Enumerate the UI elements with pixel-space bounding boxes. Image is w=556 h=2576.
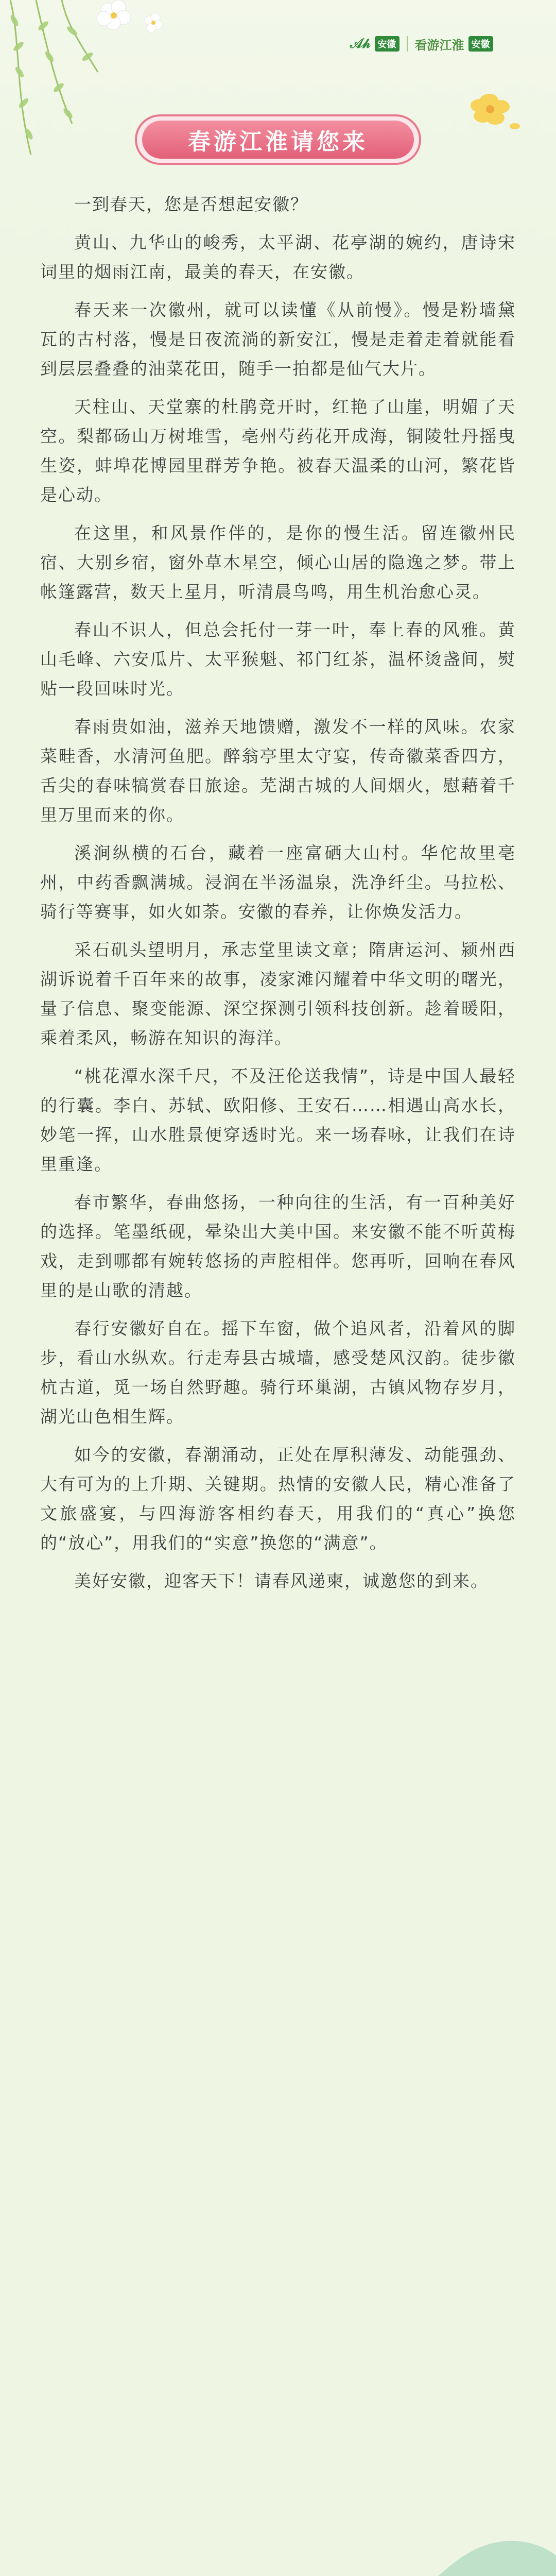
- logo-divider: [407, 36, 408, 52]
- mountain-scene-icon: [0, 2541, 556, 2576]
- brand-logo-tag: 安徽: [375, 36, 399, 52]
- paragraph: 春天来一次徽州，就可以读懂《从前慢》。慢是粉墙黛瓦的古村落，慢是日夜流淌的新安江，慢是走着走着就能看到层层叠叠的油菜花田，随手一拍都是仙气大片。: [40, 300, 516, 379]
- logo-group: [350, 31, 520, 57]
- paragraph: 春行安徽好自在。摇下车窗，做个追风者，沿着风的脚步，看山水纵欢。行走寿县古城墙，感受楚风汉韵。徒步徽杭古道，觅一场自然野趣。骑行环巢湖，古镇风物存岁月，湖光山色相生辉。: [40, 1318, 516, 1427]
- paragraph: 溪涧纵横的石台，藏着一座富硒大山村。华佗故里亳州，中药香飘满城。浸润在半汤温泉，洗净纤尘。马拉松、骑行等赛事，如火如荼。安徽的春养，让你焕发活力。: [40, 843, 516, 922]
- brand-logo: [350, 36, 399, 52]
- paragraph: 采石矶头望明月，承志堂里读文章；隋唐运河、颍州西湖诉说着千百年来的故事，凌家滩闪耀着中华文明的曙光，量子信息、聚变能源、深空探测引领科技创新。趁着暖阳，乘着柔风，畅游在知识的海洋。: [40, 940, 516, 1048]
- paragraph: 在这里，和风景作伴的，是你的慢生活。留连徽州民宿、大别乡宿，窗外草木星空，倾心山居的隐逸之梦。带上帐篷露营，数天上星月，听清晨鸟鸣，用生机治愈心灵。: [40, 523, 516, 602]
- partner-logo: [415, 35, 493, 53]
- paragraph: 黄山、九华山的峻秀，太平湖、花亭湖的婉约，唐诗宋词里的烟雨江南，最美的春天，在安徽。: [40, 232, 516, 282]
- paragraph: 春市繁华，春曲悠扬，一种向往的生活，有一百种美好的选择。笔墨纸砚，晕染出大美中国。来安徽不能不听黄梅戏，走到哪都有婉转悠扬的声腔相伴。您再听，回响在春风里的是山歌的清越。: [40, 1192, 516, 1300]
- title-banner: [135, 114, 421, 165]
- paragraph: 春雨贵如油，滋养天地馈赠，激发不一样的风味。农家菜畦香，水清河鱼肥。醉翁亭里太守宴，传奇徽菜香四方，舌尖的春味犒赏春日旅途。芜湖古城的人间烟火，慰藉着千里万里而来的你。: [40, 717, 516, 825]
- paragraph: 美好安徽，迎客天下！请春风递柬，诚邀您的到来。: [74, 1571, 489, 1591]
- white-blossom-icon: [77, 0, 180, 52]
- paragraph: 春山不识人，但总会托付一芽一叶，奉上春的风雅。黄山毛峰、六安瓜片、太平猴魁、祁门红茶，温杯烫盏间，熨贴一段回味时光。: [40, 620, 516, 699]
- partner-logo-tag: 安徽: [468, 36, 493, 52]
- page-title: 春游江淮请您来: [188, 129, 368, 155]
- yellow-flower-icon: [463, 85, 525, 137]
- bottom-landscape: [0, 2509, 556, 2576]
- brand-logo-mark: 𝒜𝒽: [350, 36, 371, 52]
- paragraph: 一到春天，您是否想起安徽？: [74, 194, 308, 214]
- paragraph: 如今的安徽，春潮涌动，正处在厚积薄发、动能强劲、大有可为的上升期、关键期。热情的安徽人民，精心准备了文旅盛宴，与四海游客相约春天，用我们的“真心”换您的“放心”，用我们的“实意”换您的“满意”。: [40, 1445, 516, 1553]
- article-body: [40, 190, 516, 1604]
- partner-logo-text: 看游江淮: [414, 38, 464, 53]
- paragraph: “桃花潭水深千尺，不及汪伦送我情”，诗是中国人最轻的行囊。李白、苏轼、欧阳修、王安石……相遇山高水长，妙笔一挥，山水胜景便穿透时光。来一场春咏，让我们在诗里重逢。: [40, 1066, 516, 1174]
- paragraph: 天柱山、天堂寨的杜鹃竞开时，红艳了山崖，明媚了天空。梨都砀山万树堆雪，亳州芍药花开成海，铜陵牡丹摇曳生姿，蚌埠花博园里群芳争艳。被春天温柔的山河，繁花皆是心动。: [40, 397, 516, 505]
